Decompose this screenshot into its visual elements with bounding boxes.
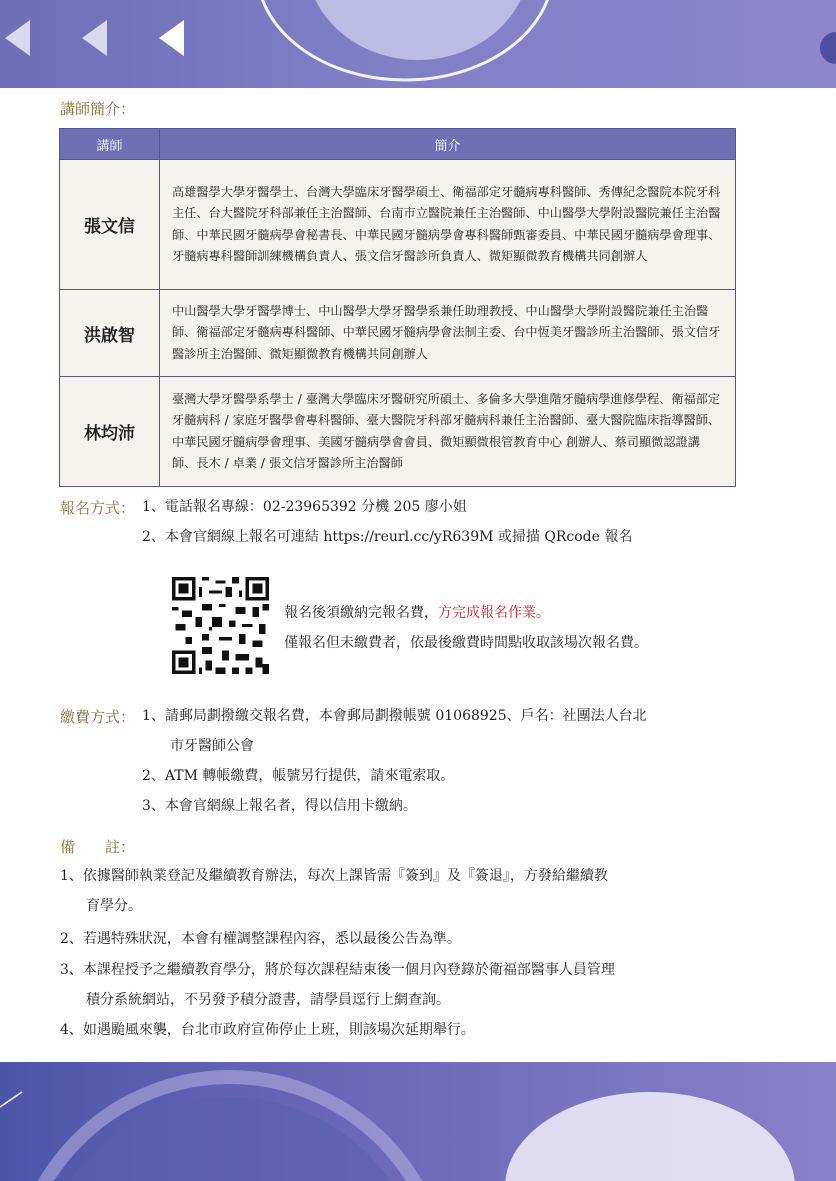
note-1: 1、依據醫師執業登記及繼續教育辦法，每次上課皆需『簽到』及『簽退』，方發給繼續教 <box>60 868 608 884</box>
payment-item-1: 1、請郵局劃撥繳交報名費，本會郵局劃撥帳號 01068925、戶名：社團法人台北 <box>142 708 647 724</box>
table-header-row <box>60 129 736 160</box>
note-2: 2、若遇特殊狀況，本會有權調整課程內容，悉以最後公告為準。 <box>60 931 461 947</box>
triangle-left-icon <box>82 20 107 56</box>
circle-decoration <box>505 1092 795 1181</box>
table-row <box>60 160 736 290</box>
header-bio: 簡介 <box>160 129 736 160</box>
lecturer-name: 張文信 <box>60 160 160 290</box>
header-lecturer: 講師 <box>60 129 160 160</box>
payment-label: 繳費方式： <box>60 708 136 726</box>
triangle-left-icon <box>159 20 184 56</box>
lecturer-name: 林均沛 <box>60 377 160 487</box>
triangle-left-icon <box>5 20 30 56</box>
registration-item-1: 1、電話報名專線：02-23965392 分機 205 廖小姐 <box>142 499 467 515</box>
circle-decoration <box>35 1097 425 1181</box>
registration-note-highlight: 方完成報名作業。 <box>438 605 550 621</box>
lecturer-bio: 高雄醫學大學牙醫學士、台灣大學臨床牙醫學碩士、衛福部定牙髓病專科醫師、秀傳紀念醫院本院牙科主任、台大醫院牙科部兼任主治醫師、台南市立醫院兼任主治醫師、中山醫學大學附設醫院兼任主治醫師、中華民國牙髓病學會秘書長、中華民國牙髓病學會專科醫師甄審委員、中華民國牙髓病學會理事、牙髓病專科醫師訓練機構負責人、張文信牙醫診所負責人、微矩顯微教育機構共同創辦人 <box>160 160 736 290</box>
circle-decoration <box>820 32 836 64</box>
registration-label: 報名方式： <box>60 499 136 517</box>
payment-item-1-cont: 市牙醫師公會 <box>170 738 254 754</box>
table-row <box>60 290 736 377</box>
registration-note-2: 僅報名但未繳費者，依最後繳費時間點收取該場次報名費。 <box>284 635 648 651</box>
lecturer-section-title: 講師簡介： <box>60 100 136 118</box>
note-1-cont: 育學分。 <box>86 898 142 914</box>
lecturer-name: 洪啟智 <box>60 290 160 377</box>
note-3-cont: 積分系統網站，不另發予積分證書，請學員逕行上網查詢。 <box>86 992 450 1008</box>
registration-note-1-text: 報名後須繳納完報名費， <box>284 605 438 621</box>
footer-decoration <box>0 1062 836 1181</box>
note-3: 3、本課程授予之繼續教育學分，將於每次課程結束後一個月內登錄於衛福部醫事人員管理 <box>60 962 615 978</box>
header-art <box>0 0 836 88</box>
registration-item-2: 2、本會官網線上報名可連結 https://reurl.cc/yR639M 或掃描 QRcode 報名 <box>142 529 633 545</box>
line-decoration <box>0 1092 22 1107</box>
lecturer-bio: 中山醫學大學牙醫學博士、中山醫學大學牙醫學系兼任助理教授、中山醫學大學附設醫院兼任主治醫師、衛福部定牙髓病專科醫師、中華民國牙髓病學會法制主委、台中恆美牙醫診所主治醫師、張文信牙醫診所主治醫師、微矩顯微教育機構共同創辦人 <box>160 290 736 377</box>
circle-decoration <box>306 0 530 60</box>
registration-note-1 <box>284 603 550 623</box>
lecturer-table <box>59 128 736 487</box>
footer-art <box>0 1062 836 1181</box>
note-4: 4、如遇颱風來襲，台北市政府宣佈停止上班，則該場次延期舉行。 <box>60 1022 475 1038</box>
lecturer-bio: 臺灣大學牙醫學系學士 / 臺灣大學臨床牙醫研究所碩士、多倫多大學進階牙髓病學進修學程、衛福部定牙髓病科 / 家庭牙醫學會專科醫師、臺大醫院牙科部牙髓病科兼任主治醫師、臺大醫院臨床指導醫師、中華民國牙髓病學會理事、美國牙髓病學會會員、微矩顯微根管教育中心 創辦人、蔡司顯微認證講師、長木 / 卓業 / 張文信牙醫診所主治醫師 <box>160 377 736 487</box>
payment-item-2: 2、ATM 轉帳繳費，帳號另行提供，請來電索取。 <box>142 768 455 784</box>
payment-item-3: 3、本會官網線上報名者，得以信用卡繳納。 <box>142 798 417 814</box>
notes-label: 備 註： <box>60 838 136 856</box>
qr-code-icon[interactable] <box>172 577 269 674</box>
header-decoration <box>0 0 836 88</box>
table-row <box>60 377 736 487</box>
